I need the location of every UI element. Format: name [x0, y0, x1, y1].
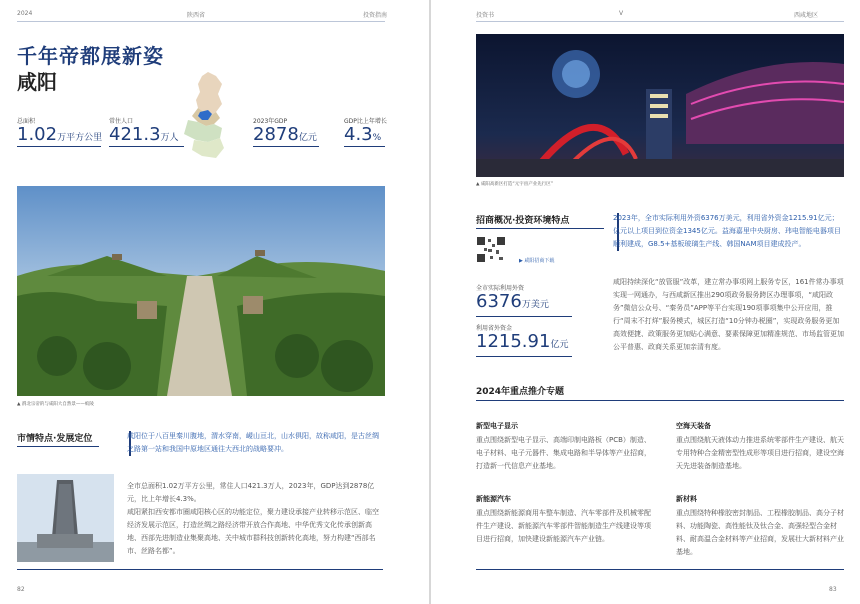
- stat-area: 1.02万平方公里: [17, 124, 103, 145]
- page-number: 82: [17, 586, 25, 593]
- category-nev: [476, 494, 656, 546]
- photo-caption: ▲ 咸阳高新区打造“元宇宙产业先行区”: [476, 182, 554, 187]
- shaanxi-map-icon: [178, 70, 230, 160]
- header-guide: 投资书: [476, 12, 495, 19]
- header-guide: 投资指南: [363, 12, 388, 19]
- metaverse-photo: [476, 34, 844, 177]
- category-text: 重点围绕特种橡胶密封制品、工程橡胶制品、高分子材料、功能陶瓷、高性能钛及钛合金、高强轻型合金材料、耐高温合金材料等产业招商，发展壮大新材料产业基地。: [676, 509, 844, 556]
- stat-growth-label: GDP比上年增长: [344, 118, 387, 125]
- category-text: 重点围绕航天液体动力推进系统零部件生产建设、航天专用特种合金精密型性成形等项目进行招商，建设空海天先进装备制造基地。: [676, 436, 844, 470]
- summary-paragraph: 全市总面积1.02万平方公里，常住人口421.3万人，2023年，GDP达到2878亿元，比上年增长4.3%。: [127, 482, 375, 503]
- category-materials: [676, 494, 846, 559]
- category-electronics: [476, 421, 656, 473]
- header-province: 陕西省: [187, 12, 206, 19]
- stat-population: 421.3万人: [109, 124, 179, 145]
- page-number: 83: [829, 586, 837, 593]
- right-page: [431, 0, 860, 604]
- header-region: 西咸地区: [794, 12, 819, 19]
- photo-caption: ▲ 渭北宗帝的与咸阳大自然景——蚁陵: [17, 402, 94, 407]
- tower-photo: [17, 474, 114, 562]
- qr-code-icon[interactable]: [476, 236, 506, 263]
- stat-foreign-label: 全市实际利用外资: [476, 285, 525, 292]
- category-text: 重点围绕新能源商用车整车制造、汽车零部件及机械零配件生产建设、新能源汽车零部件智能制造生产线建设等项目进行招商，加快建设新能源汽车产业链。: [476, 509, 651, 543]
- category-title: 新能源汽车: [476, 495, 511, 503]
- stat-area-label: 总面积: [17, 118, 36, 125]
- page-title: 千年帝都展新姿: [17, 44, 164, 68]
- stat-growth: 4.3%: [344, 124, 382, 145]
- category-text: 重点围绕新型电子显示、高端印制电路板（PCB）制造、电子材料、电子元器件、集成电路和半导体等产业招商，打造新一代信息产业基地。: [476, 436, 651, 470]
- left-page: [0, 0, 429, 604]
- category-title: 新材料: [676, 495, 697, 503]
- stat-domestic-investment: 1215.91亿元: [476, 331, 569, 352]
- mausoleum-photo: [17, 186, 385, 396]
- stat-gdp: 2878亿元: [253, 124, 317, 145]
- qr-label[interactable]: ▶ 咸阳招商下载: [519, 258, 555, 264]
- stat-foreign-investment: 6376万美元: [476, 291, 549, 312]
- positioning-paragraph: 咸阳紧扣西安都市圈咸阳核心区的功能定位，聚力建设承接产业转移示范区、临空经济发展示范区，打造丝绸之路经济带开放合作高地、中华优秀文化传承创新高地、西部先进制造业集聚高地、关中城市群科技创新转化高地，努力构建“西部名市、丝路名都”。: [127, 508, 379, 555]
- header-year: 2024: [17, 10, 33, 17]
- intro-text: 咸阳位于八百里秦川腹地，渭水穿南，嵕山亘北，山水俱阳，故称咸阳，是古丝绸之路第一站和我国中原地区通往大西北的战略要冲。: [127, 432, 379, 453]
- section-title-projects: 2024年重点推介专题: [476, 387, 565, 397]
- stat-population-label: 常住人口: [109, 118, 134, 125]
- section-title: 市情特点·发展定位: [17, 434, 93, 444]
- city-name: 咸阳: [17, 70, 57, 94]
- stat-domestic-label: 利用省外资金: [476, 325, 513, 332]
- section-title-investment: 招商概况·投资环境特点: [476, 216, 570, 226]
- header-roman: V: [619, 10, 624, 17]
- investment-overview: 2023年，全市实际利用外资6376万美元，利用省外资金1215.91亿元；亿元以上项目到位资金1345亿元。益海嘉里中央厨房、玮电智能电器项目顺利建成，G8.5+基板玻璃生产线、韩国NAM项目建成投产。: [613, 214, 841, 248]
- reform-paragraph: 咸阳持续深化“放管服”改革，建立常办事项网上服务专区，161件常办事项实现一网通办，与西咸新区推出290项政务服务跨区办理事项，“咸阳政务”微信公众号、“秦务员”APP等平台实现190项事项集中公开应用，推行“周末不打烊”服务模式，城区打造“10分钟办税圈”，实现政务服务更加高效便捷、政策服务更加贴心满意、要素保障更加精准规范、市场监管更加公平普惠、政商关系更加亲清有度。: [613, 278, 844, 351]
- category-title: 空海天装备: [676, 422, 711, 430]
- category-title: 新型电子显示: [476, 422, 518, 430]
- stat-gdp-label: 2023年GDP: [253, 118, 288, 125]
- category-aerospace: [676, 421, 846, 473]
